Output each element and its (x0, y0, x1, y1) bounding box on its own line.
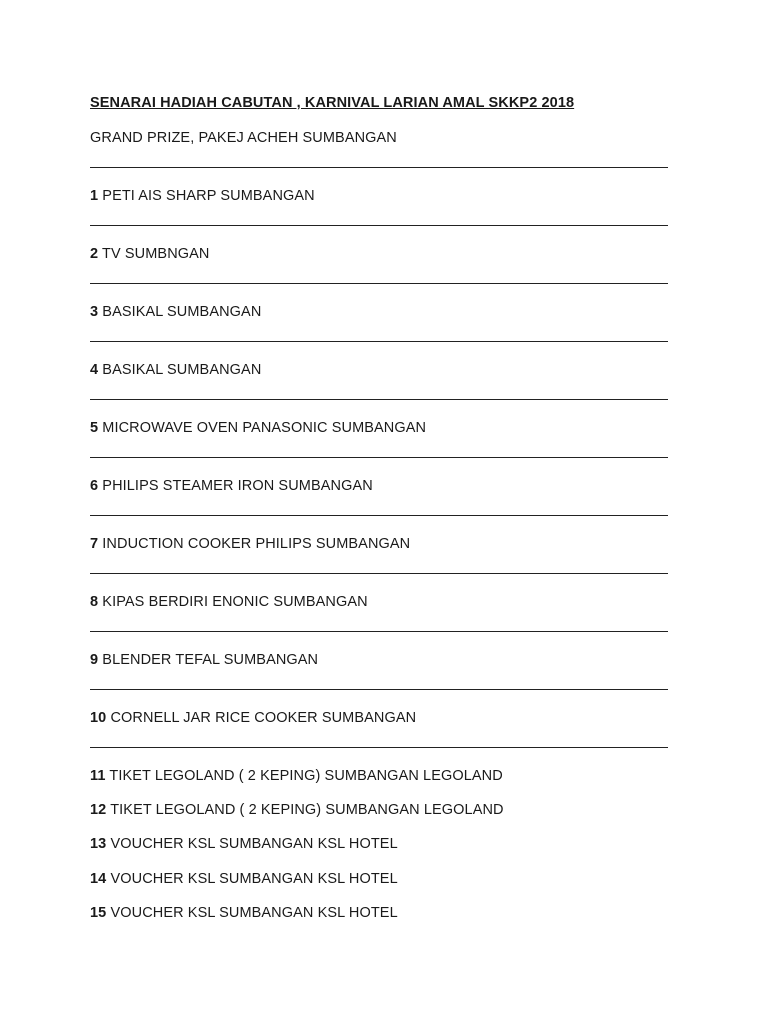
prize-number: 14 (90, 871, 107, 887)
separator-line (90, 573, 668, 574)
separator-line (90, 515, 668, 516)
separator-line (90, 399, 668, 400)
prize-number: 7 (90, 536, 99, 552)
prize-text: CORNELL JAR RICE COOKER SUMBANGAN (106, 710, 417, 726)
separator-line (90, 341, 668, 342)
prize-text: PHILIPS STEAMER IRON SUMBANGAN (98, 478, 373, 494)
prize-item-13 (90, 836, 398, 852)
document-title: SENARAI HADIAH CABUTAN , KARNIVAL LARIAN AMAL SKKP2 2018 (90, 95, 575, 111)
prize-item-12 (90, 802, 504, 818)
prize-item-14 (90, 871, 398, 887)
separator-line (90, 283, 668, 284)
prize-number: 5 (90, 420, 99, 436)
prize-text: BASIKAL SUMBANGAN (98, 362, 262, 378)
prize-number: 2 (90, 246, 99, 262)
prize-text: TV SUMBNGAN (98, 246, 210, 262)
prize-number: 11 (90, 768, 106, 784)
separator-line (90, 689, 668, 690)
prize-text: VOUCHER KSL SUMBANGAN KSL HOTEL (106, 905, 398, 921)
prize-text: KIPAS BERDIRI ENONIC SUMBANGAN (98, 594, 368, 610)
prize-item-15 (90, 905, 398, 921)
prize-text: VOUCHER KSL SUMBANGAN KSL HOTEL (106, 836, 398, 852)
prize-item-10 (90, 710, 416, 726)
prize-item-9 (90, 652, 318, 668)
prize-number: 3 (90, 304, 99, 320)
prize-number: 9 (90, 652, 99, 668)
prize-item-7 (90, 536, 410, 552)
prize-item-4 (90, 362, 261, 378)
prize-item-6 (90, 478, 373, 494)
prize-text: TIKET LEGOLAND ( 2 KEPING) SUMBANGAN LEGOLAND (106, 802, 504, 818)
prize-item-5 (90, 420, 426, 436)
grand-prize-line: GRAND PRIZE, PAKEJ ACHEH SUMBANGAN (90, 130, 397, 146)
prize-text: TIKET LEGOLAND ( 2 KEPING) SUMBANGAN LEGOLAND (105, 768, 503, 784)
prize-number: 12 (90, 802, 107, 818)
prize-number: 13 (90, 836, 107, 852)
prize-text: BLENDER TEFAL SUMBANGAN (98, 652, 319, 668)
prize-number: 10 (90, 710, 107, 726)
separator-line (90, 225, 668, 226)
prize-text: MICROWAVE OVEN PANASONIC SUMBANGAN (98, 420, 427, 436)
prize-text: BASIKAL SUMBANGAN (98, 304, 262, 320)
prize-item-8 (90, 594, 368, 610)
prize-number: 8 (90, 594, 99, 610)
prize-number: 4 (90, 362, 99, 378)
prize-text: INDUCTION COOKER PHILIPS SUMBANGAN (98, 536, 411, 552)
prize-text: PETI AIS SHARP SUMBANGAN (98, 188, 315, 204)
separator-line (90, 747, 668, 748)
prize-item-11 (90, 768, 503, 784)
prize-text: VOUCHER KSL SUMBANGAN KSL HOTEL (106, 871, 398, 887)
prize-item-3 (90, 304, 261, 320)
prize-number: 6 (90, 478, 99, 494)
separator-line (90, 457, 668, 458)
separator-line (90, 167, 668, 168)
prize-item-2 (90, 246, 209, 262)
prize-item-1 (90, 188, 315, 204)
prize-number: 1 (90, 188, 99, 204)
prize-number: 15 (90, 905, 107, 921)
separator-line (90, 631, 668, 632)
